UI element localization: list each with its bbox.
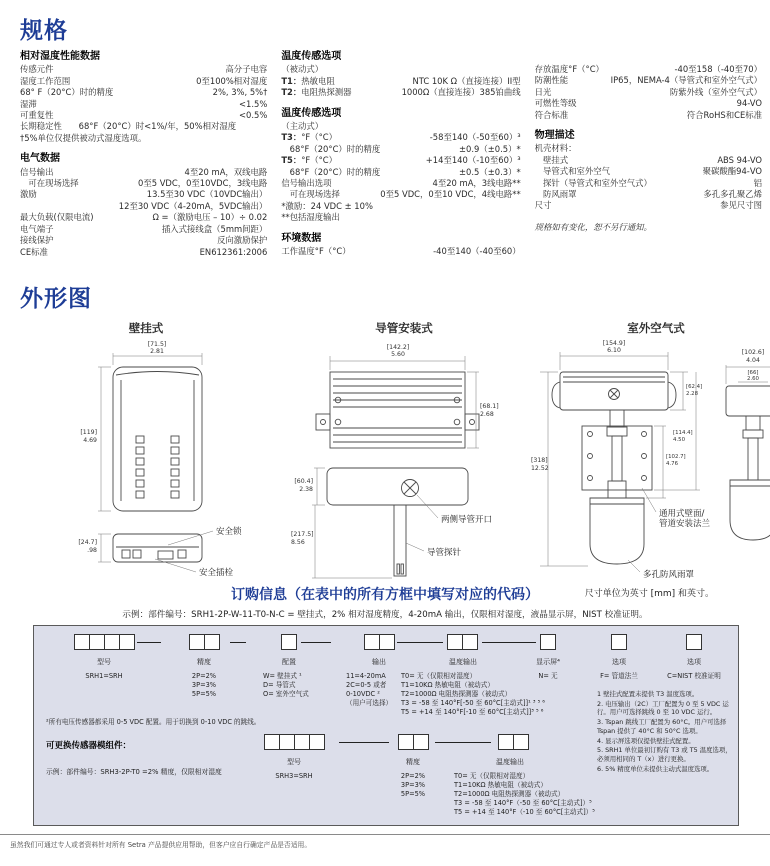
- flange-label-line1: 通用式壁面/: [659, 509, 705, 519]
- code-boxes: [398, 734, 429, 750]
- excitation-note: *激励：24 VDC ± 10%: [281, 200, 373, 211]
- spec-row: 信号输出 4至20 mA，双线电路: [20, 166, 268, 177]
- spec-row: 激励 13.5至30 VDC（10VDC输出）: [20, 189, 268, 200]
- ordering-section: [0, 584, 770, 826]
- footnote: 3. Tspan 跳线工厂配置为 60°C。用户可选择 Tspan 提供了 40°C 和 50°C 选项。: [597, 718, 727, 735]
- rh-footnote: †5%单位仅提供被动式湿度选项。: [20, 132, 147, 143]
- code-group-label: 温度输出: [496, 758, 524, 766]
- spec-row: 日光 防紫外线（室外空气式）: [534, 86, 762, 97]
- outdoor-width-mm: [154.9]: [602, 340, 626, 347]
- conduit-opening-label: 两侧导管开口: [441, 515, 493, 525]
- code-group-options: [401, 772, 425, 799]
- code-box: [309, 734, 325, 750]
- footnote: 2. 电压输出（2C）工厂配置为 0 至 5 VDC 运行。用户可选择跳线 0 至 10 VDC 运行。: [597, 699, 729, 717]
- option-line: T5 = +14 至 140°F（-10 至 60°C[主动式]）⁵: [454, 808, 595, 816]
- code-group-label: 温度输出: [449, 658, 477, 666]
- connector-line: [339, 742, 389, 743]
- spec-row: 防风雨罩 多孔多孔聚乙烯: [534, 189, 762, 200]
- dimension-unit-note: 尺寸单位为英寸 [mm] 和英寸。: [584, 589, 714, 599]
- misc-rows: [535, 64, 762, 121]
- wall-depth-in: .98: [87, 547, 97, 554]
- spec-row: CE标准 EN612361:2006: [20, 246, 268, 257]
- duct-depth-mm: [60.4]: [294, 478, 313, 485]
- wall-depth-mm: [24.7]: [78, 539, 97, 546]
- drawings-title: 外形图: [20, 286, 92, 312]
- spec-row: 尺寸 参见尺寸图: [534, 200, 762, 211]
- outdoor-air-drawing-col: [530, 317, 770, 590]
- code-group-label: 型号: [287, 758, 301, 766]
- temp-passive-sub: （被动式）: [281, 64, 324, 75]
- outdoor-mid-mm: [114.4]: [673, 430, 693, 436]
- spec-col-1: [20, 49, 267, 258]
- option-line: T1=10KΩ 热敏电阻（被动式）: [454, 781, 547, 789]
- connector-line: [435, 742, 491, 743]
- temp-active-sub: （主动式）: [281, 121, 324, 132]
- option-line: T5 = +14 至 140°F[-10 至 60°C[主动式]]³ ⁵ ⁶: [401, 708, 544, 716]
- footnote: 6. 5% 精度单位未提供主动式温度选项。: [597, 764, 714, 773]
- option-line: 3P=3%: [191, 681, 217, 689]
- spec-row: 壁挂式 ABS 94-VO: [534, 154, 762, 165]
- option-line: 5P=5%: [191, 690, 217, 698]
- physical-rows: [535, 155, 762, 212]
- spec-row: 68° F（20°C）时的精度 2%, 3%, 5%†: [20, 87, 268, 98]
- spec-row: 可重复性 <0.5%: [20, 110, 268, 121]
- code-group-label: 输出: [372, 658, 386, 666]
- code-box: [513, 734, 529, 750]
- duct-height-mm: [68.1]: [480, 403, 499, 410]
- spec-row: 湿滞 <1.5%: [20, 98, 268, 109]
- option-line: SRH3=SRH: [275, 772, 313, 780]
- wall-mount-title: 壁挂式: [128, 321, 164, 335]
- security-pin-label: 安全插栓: [199, 568, 234, 578]
- rh-heading: 相对湿度性能数据: [20, 51, 100, 62]
- spec-section-title: 规格: [20, 18, 68, 44]
- code-group-label: 显示屏⁴: [536, 658, 560, 666]
- outdoor-cap-mm: [62.4]: [686, 384, 703, 390]
- option-line: 2P=2%: [400, 772, 426, 780]
- outdoor-side2-mm: [66]: [747, 370, 759, 376]
- spec-row: 工作温度°F（°C） -40至140（-40至60）: [281, 246, 521, 257]
- temp-active-heading: 温度传感选项: [281, 107, 342, 119]
- wall-mount-drawing: [20, 338, 272, 578]
- duct-mount-drawing: [288, 338, 520, 580]
- outdoor-side2-in: 2.60: [746, 376, 760, 382]
- spec-row: 68°F（20°C）时的精度 ±0.9（±0.5）*: [281, 143, 521, 154]
- replaceable-module-heading: 可更换传感器模组件：: [46, 741, 132, 751]
- disclaimer-text: 虽然我们可通过专人或者资料针对所有 Setra 产品提供应用帮助，但客户应自行确定产品是否适用。: [10, 841, 312, 849]
- duct-width-in: 5.60: [391, 351, 405, 358]
- temp-active-rows: [281, 132, 520, 200]
- code-group-label: 型号: [97, 658, 111, 666]
- spec-row: T5：°F（°C） +14至140（-10至60）³: [281, 155, 521, 166]
- replacement-code-group: [250, 734, 338, 781]
- spec-row: 湿度工作范围 0至100%相对湿度: [20, 75, 268, 86]
- outdoor-side-mm: [102.6]: [741, 349, 765, 356]
- outdoor-total-mm: [318]: [531, 457, 548, 464]
- spec-row: 可燃性等级 94-VO: [534, 98, 762, 109]
- code-box: [264, 734, 280, 750]
- outdoor-air-title: 室外空气式: [627, 321, 685, 335]
- security-lock-label: 安全锁: [216, 527, 242, 537]
- option-line: C=NIST 校准证明: [667, 672, 721, 680]
- wall-height-in: 4.69: [83, 437, 97, 444]
- ordering-example: 示例：部件编号：SRH1-2P-W-11-T0-N-C = 壁挂式，2% 相对湿度精度，4-20mA 输出，仅限相对湿度，液晶显示屏，NIST 校准证明。: [122, 610, 648, 620]
- option-line: T2=1000Ω 电阻热探测器（被动式）: [401, 690, 512, 698]
- spec-row: 12至30 VDC（4-20mA，5VDC输出）: [118, 200, 268, 211]
- spec-section: [0, 0, 770, 280]
- option-line: T0= 无（仅限相对湿度）: [454, 772, 530, 780]
- rh-longterm: 长期稳定性 68°F（20°C）时<1%/年，50%相对湿度: [20, 121, 237, 132]
- replaceable-module-example: 示例：部件编号：SRH3-2P-T0 =2% 精度，仅限相对湿度: [46, 768, 222, 776]
- code-boxes: [498, 734, 529, 750]
- option-line: 2P=2%: [191, 672, 217, 680]
- code-box: [413, 734, 429, 750]
- flange-label-line2: 管道安装法兰: [659, 519, 711, 529]
- option-line: N= 无: [538, 672, 558, 680]
- spec-row: 传感元件 高分子电容: [20, 64, 268, 75]
- code-box: [294, 734, 310, 750]
- option-line: T1=10KΩ 热敏电阻（被动式）: [401, 681, 494, 689]
- spec-row: 存放温度°F（°C） -40至158（-40至70）: [534, 64, 762, 74]
- option-line: （用户可选择）: [346, 699, 393, 707]
- option-line: 0-10VDC ²: [346, 690, 380, 698]
- spec-row: 最大负载(仅限电流) Ω =（激励电压 – 10）÷ 0.02: [20, 212, 268, 223]
- duct-mount-title: 导管安装式: [375, 321, 433, 335]
- code-group-label: 精度: [197, 658, 211, 666]
- spec-col-3: [535, 49, 762, 258]
- code-group-label: 精度: [406, 758, 420, 766]
- footnote: 5. SRH1 单位最初订购有 T3 或 T5 温度选项，必须用相同的 T（x）进行更换。: [597, 746, 732, 763]
- physical-heading: 物理描述: [534, 130, 575, 142]
- spec-row: 信号输出选项 4至20 mA，3线电路**: [281, 178, 521, 189]
- option-line: 2C=0-5 或者: [346, 681, 387, 689]
- env-rows: [281, 246, 520, 257]
- temp-passive-rows: [281, 76, 520, 99]
- footnote: 1 壁挂式配置未提供 T3 温度选项。: [597, 690, 699, 698]
- spec-row: 可在现场选择 0至5 VDC，0至10 VDC，4线电路**: [281, 189, 521, 200]
- spec-row: T1：热敏电阻 NTC 10K Ω（直接连接）II型: [281, 75, 521, 86]
- code-group-options: [275, 772, 312, 781]
- voltage-config-note: ²所有电压传感器都采用 0-5 VDC 配置。用于切换到 0-10 VDC 的跳线。: [46, 718, 261, 726]
- outdoor-side-in: 4.04: [746, 357, 760, 364]
- option-line: 3P=3%: [400, 781, 426, 789]
- page-footer: [0, 834, 770, 849]
- spec-row: 68°F（20°C）时的精度 ±0.5（±0.3）*: [281, 166, 521, 177]
- outdoor-inner-mm: [102.7]: [666, 454, 686, 460]
- spec-row: 电气端子 插入式接线盒（5mm间距）: [20, 223, 268, 234]
- duct-probe-in: 8.56: [291, 539, 305, 546]
- option-line: T2=1000Ω 电阻热探测器（被动式）: [454, 790, 565, 798]
- electrical-rows: [20, 167, 267, 258]
- spec-row: T3：°F（°C） -58至140（-50至60）³: [281, 132, 521, 143]
- option-line: 11=4-20mA: [346, 672, 386, 680]
- outdoor-air-drawing: [530, 338, 770, 586]
- electrical-heading: 电气数据: [20, 153, 60, 165]
- env-heading: 环境数据: [281, 232, 322, 244]
- option-line: T3 = -58 至 140°F[-50 至 60°C[主动式]]¹ ³ ⁵ ⁶: [401, 699, 545, 707]
- outdoor-width-in: 6.10: [607, 347, 621, 354]
- case-material-line: 机壳材料：: [534, 143, 577, 154]
- spec-row: T2：电阻热探测器 1000Ω（直接连接）385铂曲线: [281, 87, 521, 98]
- spec-row: 可在现场选择 0至5 VDC，0至10VDC，3线电路: [20, 178, 268, 189]
- ordering-title: 订购信息（在表中的所有方框中填写对应的代码）: [231, 587, 539, 603]
- wall-width-mm: [71.5]: [147, 341, 167, 348]
- replacement-code-group: [370, 734, 456, 799]
- duct-probe-mm: [217.5]: [291, 531, 314, 538]
- wall-height-mm: [119]: [80, 429, 97, 436]
- code-group-label: 选项: [612, 658, 626, 666]
- option-line: O= 室外空气式: [263, 690, 309, 698]
- ordering-footnotes: [597, 690, 735, 775]
- option-line: W= 壁挂式 ¹: [263, 672, 302, 680]
- code-group-label: 配置: [282, 658, 296, 666]
- temp-passive-heading: 温度传感选项: [281, 51, 342, 62]
- code-boxes: [264, 734, 325, 750]
- outdoor-cap-in: 2.28: [686, 391, 699, 397]
- spec-row: 符合标准 符合RoHS和CE标准: [534, 109, 762, 120]
- option-line: 5P=5%: [400, 790, 426, 798]
- wall-mount-drawing-col: [20, 317, 272, 590]
- ordering-code-box: [33, 625, 739, 826]
- spec-col-2: [281, 49, 520, 258]
- code-group-options: [454, 772, 595, 817]
- code-group-label: 选项: [687, 658, 701, 666]
- outdoor-inner-in: 4.76: [666, 461, 679, 467]
- duct-width-mm: [142.2]: [386, 344, 410, 351]
- code-box: [498, 734, 514, 750]
- footnote: 4. 显示屏选项仅提供壁挂式配置。: [597, 736, 695, 745]
- outdoor-total-in: 12.52: [531, 465, 549, 472]
- outdoor-mid-in: 4.50: [673, 437, 686, 443]
- rh-rows: [20, 64, 267, 121]
- option-line: F= 管道法兰: [600, 672, 638, 680]
- spec-row: 探针（导管式和室外空气式） 铝: [534, 177, 762, 188]
- humidity-output-note: **包括湿度输出: [281, 212, 340, 223]
- option-line: SRH1=SRH: [85, 672, 123, 680]
- weather-shield-label: 多孔防风雨罩: [643, 570, 695, 580]
- spec-row: 导管式和室外空气 聚碳酸酯94-VO: [534, 166, 762, 177]
- change-notice: 规格如有变化，恕不另行通知。: [534, 221, 652, 232]
- wall-width-in: 2.81: [150, 348, 164, 355]
- duct-mount-drawing-col: [288, 317, 520, 590]
- option-line: T0= 无（仅限相对湿度）: [401, 672, 477, 680]
- duct-probe-label: 导管探针: [427, 548, 462, 558]
- spec-row: 接线保护 反向激励保护: [20, 235, 268, 246]
- spec-row: 防潮性能 IP65，NEMA-4（导管式和室外空气式）: [534, 75, 762, 86]
- option-line: T3 = -58 至 140°F（-50 至 60°C[主动式]）⁵: [454, 799, 592, 807]
- code-box: [279, 734, 295, 750]
- duct-height-in: 2.68: [480, 411, 494, 418]
- code-box: [398, 734, 414, 750]
- option-line: D= 导管式: [263, 681, 296, 689]
- duct-depth-in: 2.38: [299, 486, 313, 493]
